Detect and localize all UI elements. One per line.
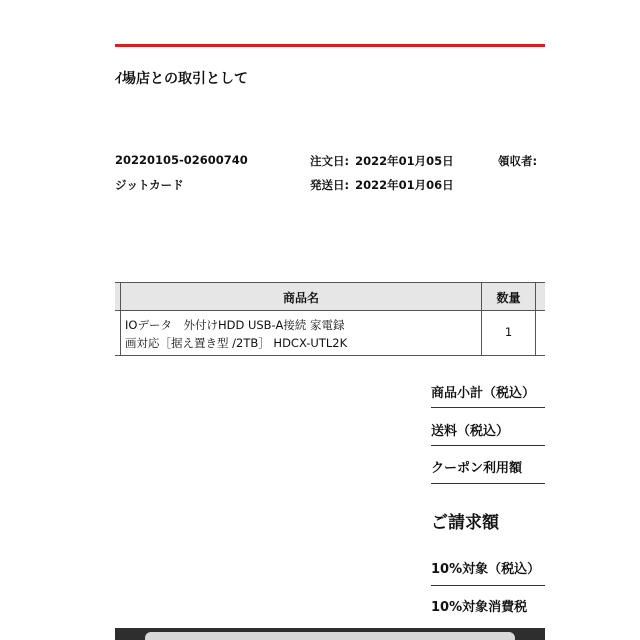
receipt-document [115,0,545,640]
summary-coupon: クーポン利用額 [431,457,545,484]
payment-method: ジットカード [115,178,184,192]
summary-tax-10: 10%対象消費税 [431,600,528,615]
seller-transaction-line: ｲ場店との取引として [115,71,248,87]
table-column-divider-right [535,283,536,355]
ship-date [310,177,454,193]
bottom-device-bar [115,628,545,640]
ship-date-value: 2022年01月06日 [355,178,454,192]
summary-shipping: 送料（税込） [431,420,545,446]
product-name-line-1: IOデータ 外付けHDD USB-A接続 家電録 [125,318,345,332]
receiver-label: 領収者: [498,154,538,168]
order-number: 20220105-02600740 [115,153,248,167]
bottom-bar-inner [145,632,515,640]
table-row-product-name [125,316,347,352]
header-product-name: 商品名 [282,291,319,305]
table-row-quantity: 1 [504,325,513,339]
header-quantity: 数量 [496,291,521,305]
summary-subtotal: 商品小計（税込） [431,382,545,408]
ship-date-label: 発送日: [310,178,350,192]
items-table [115,282,545,356]
header-red-rule [115,44,545,47]
order-date [310,153,454,169]
summary-taxable-10: 10%対象（税込） [431,558,545,586]
product-name-line-2: 画対応［据え置き型 /2TB］ HDCX-UTL2K [125,336,348,350]
order-date-label: 注文日: [310,154,350,168]
summary-billing-amount: ご請求額 [431,513,499,533]
order-date-value: 2022年01月05日 [355,154,454,168]
